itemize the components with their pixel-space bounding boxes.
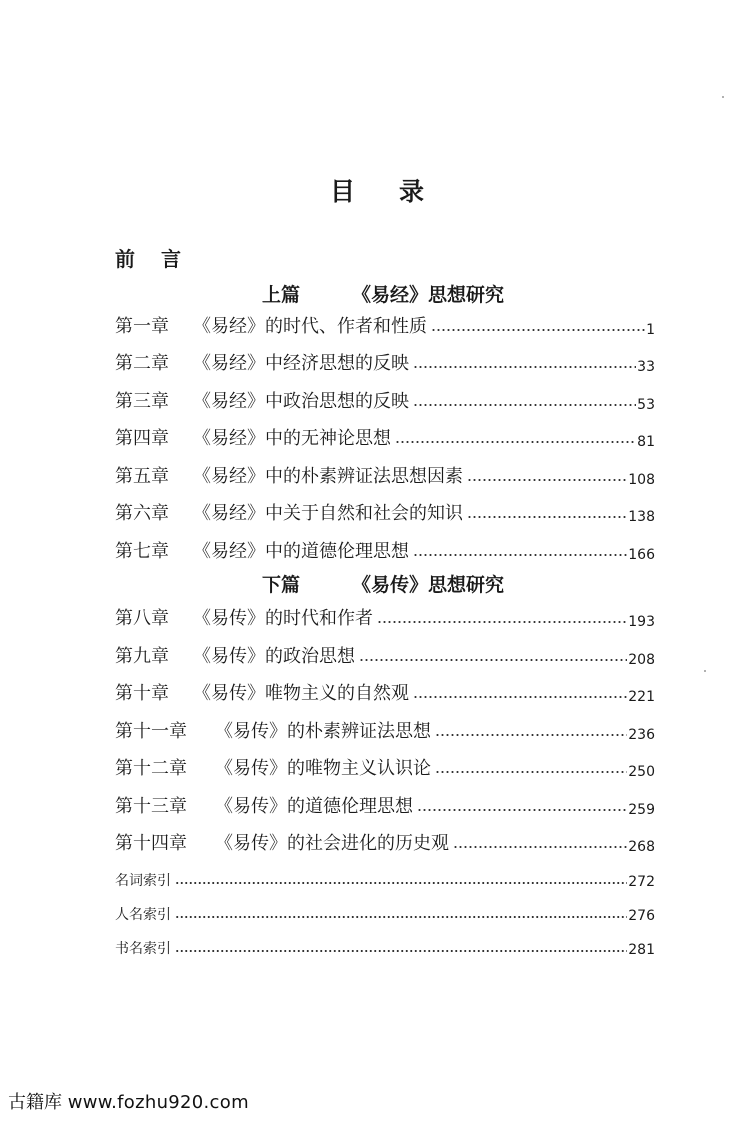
chapter-number: 第五章 [115, 466, 169, 487]
chapter-title: 《易经》中经济思想的反映 [193, 353, 409, 374]
dot-leader [413, 365, 636, 369]
dot-leader [413, 695, 627, 699]
dot-leader [435, 733, 627, 737]
chapter-title: 《易经》的时代、作者和性质 [193, 316, 427, 337]
page-number: 108 [628, 472, 655, 488]
dot-leader [175, 949, 627, 953]
chapter-title: 《易传》的朴素辨证法思想 [215, 721, 431, 742]
index-title: 人名索引 [115, 907, 171, 923]
toc-entry-chapter-10[interactable] [115, 675, 655, 705]
dot-leader [395, 440, 636, 444]
page-title: 目录 [330, 177, 469, 206]
page-number: 53 [637, 397, 655, 413]
page-number: 193 [628, 614, 655, 630]
toc-entry-book-index[interactable] [115, 934, 655, 958]
part-label: 上篇 [262, 284, 301, 306]
chapter-title: 《易传》的唯物主义认识论 [215, 758, 431, 779]
toc-entry-chapter-2[interactable] [115, 345, 655, 375]
toc-entry-chapter-9[interactable] [115, 638, 655, 668]
chapter-number: 第七章 [115, 541, 169, 562]
page-number: 81 [637, 434, 655, 450]
toc-entry-chapter-6[interactable] [115, 495, 655, 525]
watermark-site-name: 古籍库 [8, 1092, 62, 1113]
toc-entry-chapter-5[interactable] [115, 458, 655, 488]
toc-entry-chapter-8[interactable] [115, 600, 655, 630]
toc-entry-chapter-11[interactable] [115, 713, 655, 743]
chapter-number: 第八章 [115, 608, 169, 629]
toc-entry-chapter-4[interactable] [115, 420, 655, 450]
page-number: 276 [628, 908, 655, 924]
part-heading-2 [262, 570, 504, 597]
toc-entry-chapter-13[interactable] [115, 788, 655, 818]
part-title: 《易经》思想研究 [352, 284, 505, 306]
chapter-title: 《易传》的道德伦理思想 [215, 796, 413, 817]
part-label: 下篇 [262, 574, 301, 596]
page-number: 208 [628, 652, 655, 668]
chapter-number: 第九章 [115, 646, 169, 667]
chapter-title: 《易传》的政治思想 [193, 646, 355, 667]
scan-speck [704, 670, 706, 672]
dot-leader [413, 553, 627, 557]
watermark-url: www.fozhu920.com [67, 1092, 249, 1113]
page-number: 250 [628, 764, 655, 780]
dot-leader [417, 808, 627, 812]
dot-leader [413, 403, 636, 407]
chapter-number: 第十三章 [115, 796, 187, 817]
site-watermark[interactable] [8, 1088, 249, 1114]
dot-leader [175, 915, 627, 919]
dot-leader [431, 328, 645, 332]
toc-entry-person-index[interactable] [115, 900, 655, 924]
toc-entry-chapter-14[interactable] [115, 825, 655, 855]
preface-heading: 前言 [115, 247, 207, 271]
chapter-title: 《易经》中关于自然和社会的知识 [193, 503, 463, 524]
index-title: 名词索引 [115, 873, 171, 889]
index-title: 书名索引 [115, 941, 171, 957]
chapter-number: 第十二章 [115, 758, 187, 779]
chapter-title: 《易传》的社会进化的历史观 [215, 833, 449, 854]
page-number: 221 [628, 689, 655, 705]
chapter-title: 《易传》唯物主义的自然观 [193, 683, 409, 704]
chapter-number: 第四章 [115, 428, 169, 449]
dot-leader [377, 620, 627, 624]
dot-leader [175, 881, 627, 885]
page-number: 268 [628, 839, 655, 855]
chapter-title: 《易经》中政治思想的反映 [193, 391, 409, 412]
scan-speck [722, 96, 724, 98]
toc-entry-term-index[interactable] [115, 866, 655, 890]
chapter-title: 《易经》中的朴素辨证法思想因素 [193, 466, 463, 487]
page-number: 138 [628, 509, 655, 525]
toc-entry-chapter-3[interactable] [115, 383, 655, 413]
page-number: 272 [628, 874, 655, 890]
page-number: 166 [628, 547, 655, 563]
page-number: 1 [646, 322, 655, 338]
chapter-number: 第一章 [115, 316, 169, 337]
dot-leader [435, 770, 627, 774]
toc-entry-chapter-7[interactable] [115, 533, 655, 563]
chapter-number: 第十一章 [115, 721, 187, 742]
chapter-number: 第十四章 [115, 833, 187, 854]
dot-leader [453, 845, 627, 849]
toc-entry-chapter-12[interactable] [115, 750, 655, 780]
page-number: 236 [628, 727, 655, 743]
chapter-number: 第三章 [115, 391, 169, 412]
dot-leader [467, 515, 627, 519]
chapter-title: 《易经》中的无神论思想 [193, 428, 391, 449]
chapter-title: 《易传》的时代和作者 [193, 608, 373, 629]
dot-leader [467, 478, 627, 482]
page-number: 259 [628, 802, 655, 818]
page-number: 281 [628, 942, 655, 958]
chapter-number: 第六章 [115, 503, 169, 524]
part-heading-1 [262, 280, 504, 307]
part-title: 《易传》思想研究 [352, 574, 505, 596]
chapter-number: 第十章 [115, 683, 169, 704]
page-number: 33 [637, 359, 655, 375]
dot-leader [359, 658, 627, 662]
toc-entry-chapter-1[interactable] [115, 308, 655, 338]
chapter-title: 《易经》中的道德伦理思想 [193, 541, 409, 562]
chapter-number: 第二章 [115, 353, 169, 374]
